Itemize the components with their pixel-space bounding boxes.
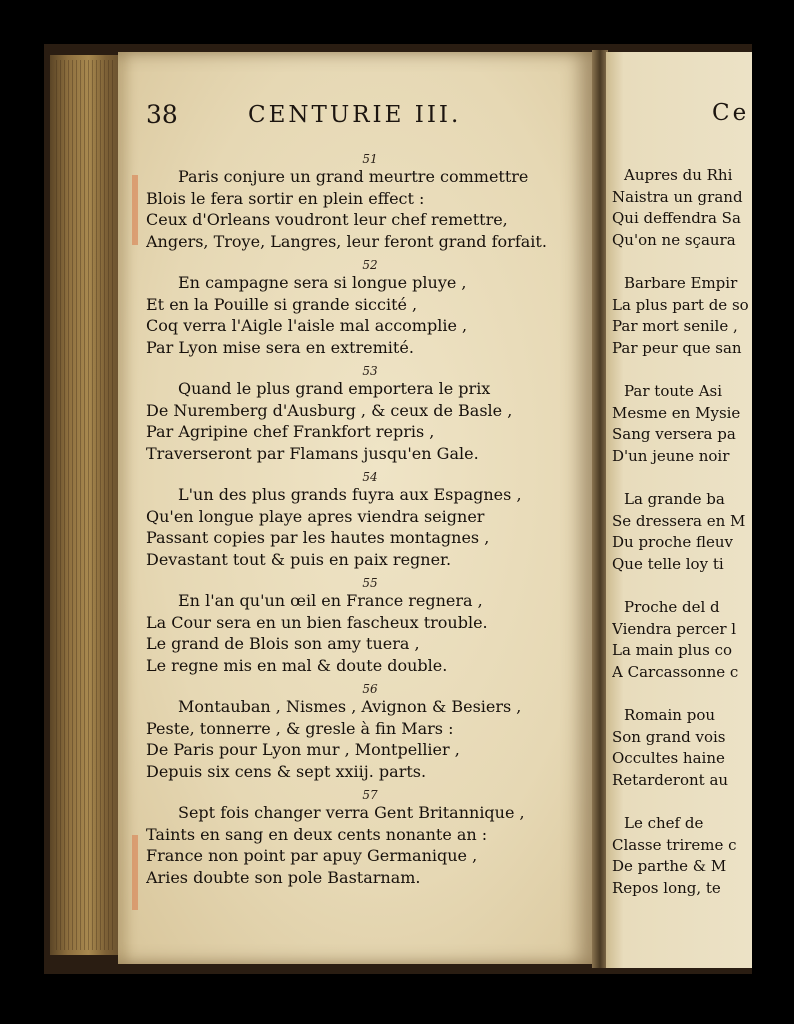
verse-line: Se dressera en M (612, 511, 746, 530)
quatrain (146, 788, 594, 888)
verse-line: Angers, Troye, Langres, leur feront grand forfait. (146, 231, 547, 251)
quatrain (612, 705, 752, 791)
red-stain-mark (132, 835, 138, 910)
quatrain-number: 57 (362, 788, 378, 802)
verse-line: Quand le plus grand emportera le prix (178, 379, 491, 398)
verse-line: Qu'en longue playe apres viendra seigner (146, 506, 485, 526)
verse-line: Par Lyon mise sera en extremité. (146, 337, 414, 357)
quatrain (612, 813, 752, 899)
verse-line: Qui deffendra Sa (612, 209, 741, 227)
verse-line: Blois le fera sortir en plein effect : (146, 188, 425, 208)
verse-line: Et en la Pouille si grande siccité , (146, 294, 418, 314)
verse-line: En campagne sera si longue pluye , (178, 273, 467, 292)
verse-line: A Carcassonne c (612, 662, 739, 681)
verse-line: Proche del d (624, 598, 720, 616)
verse-line: L'un des plus grands fuyra aux Espagnes , (178, 485, 522, 504)
verse-line: Depuis six cens & sept xxiij. parts. (146, 761, 427, 781)
verse-line: Viendra percer l (612, 619, 737, 638)
quatrain-number: 51 (362, 152, 378, 166)
verse-line: Aupres du Rhi (624, 166, 733, 184)
quatrain (612, 489, 752, 575)
quatrain (146, 682, 594, 782)
verse-line: D'un jeune noir (612, 446, 730, 465)
quatrain (612, 381, 752, 467)
verse-line: Le chef de (624, 814, 704, 832)
verse-line: La grande ba (624, 490, 725, 508)
verse-line: Le grand de Blois son amy tuera , (146, 634, 420, 653)
quatrain (612, 165, 752, 251)
verse-line: En l'an qu'un œil en France regnera , (178, 591, 483, 610)
verse-line: Classe trireme c (612, 835, 737, 854)
verse-line: Traverseront par Flamans jusqu'en Gale. (146, 443, 479, 463)
verse-line: Aries doubte son pole Bastarnam. (146, 867, 421, 887)
quatrain-number: 56 (362, 682, 378, 696)
red-stain-mark (132, 175, 138, 245)
verse-line: Occultes haine (612, 749, 725, 767)
verse-line: De Nuremberg d'Ausburg , & ceux de Basle , (146, 400, 513, 420)
quatrain-list (146, 152, 594, 888)
verse-line: Retarderont au (612, 770, 729, 789)
verse-line: Passant copies par les hautes montagnes , (146, 528, 490, 547)
verse-line: Par toute Asi (624, 382, 723, 400)
verse-line: Que telle loy ti (612, 554, 724, 573)
verse-line: Montauban , Nismes , Avignon & Besiers , (178, 697, 522, 716)
quatrain (146, 364, 594, 464)
verse-line: De Paris pour Lyon mur , Montpellier , (146, 740, 460, 759)
verse-line: Barbare Empir (624, 274, 738, 292)
verse-line: De parthe & M (612, 857, 727, 875)
verse-line: Par peur que san (612, 338, 742, 357)
verse-line: France non point par apuy Germanique , (146, 846, 478, 865)
verse-line: Repos long, te (612, 878, 721, 897)
quatrain-number: 53 (362, 364, 378, 378)
verse-line: Paris conjure un grand meurtre commettre (178, 167, 529, 186)
page-title: CENTURIE III. (248, 102, 462, 128)
verse-line: Son grand vois (612, 727, 726, 746)
quatrain (146, 152, 594, 252)
running-header-left (146, 100, 596, 140)
verse-line: Ceux d'Orleans voudront leur chef remettre, (146, 210, 508, 229)
verse-line: Par mort senile , (612, 317, 738, 335)
verse-line: Mesme en Mysie (612, 403, 741, 422)
quatrain-number: 55 (362, 576, 378, 590)
verse-line: Romain pou (624, 706, 716, 724)
verse-line: Naistra un grand (612, 187, 743, 206)
verse-line: Du proche fleuv (612, 533, 733, 551)
quatrain (612, 597, 752, 683)
verse-line: La Cour sera en un bien fascheux trouble. (146, 612, 488, 632)
quatrain (146, 576, 594, 676)
verse-line: Coq verra l'Aigle l'aisle mal accomplie , (146, 316, 468, 335)
verse-line: La plus part de so (612, 295, 749, 314)
right-page-quatrains (612, 165, 752, 899)
verse-line: Devastant tout & puis en paix regner. (146, 549, 452, 569)
quatrain (612, 273, 752, 359)
verse-line: Peste, tonnerre , & gresle à fin Mars : (146, 718, 454, 738)
verse-line: Sept fois changer verra Gent Britannique , (178, 803, 525, 822)
page-number: 38 (146, 100, 178, 129)
verse-line: Taints en sang en deux cents nonante an : (146, 824, 488, 844)
verse-line: Par Agripine chef Frankfort repris , (146, 422, 435, 441)
page-edge-lines (56, 60, 116, 950)
verse-line: Le regne mis en mal & doute double. (146, 655, 448, 675)
quatrain-number: 54 (362, 470, 378, 484)
verse-line: Sang versera pa (612, 425, 736, 443)
quatrain (146, 470, 594, 570)
verse-line: La main plus co (612, 641, 733, 659)
quatrain-number: 52 (362, 258, 378, 272)
quatrain (146, 258, 594, 358)
running-header-right: Ce (712, 100, 750, 126)
verse-line: Qu'on ne sçaura (612, 230, 736, 249)
